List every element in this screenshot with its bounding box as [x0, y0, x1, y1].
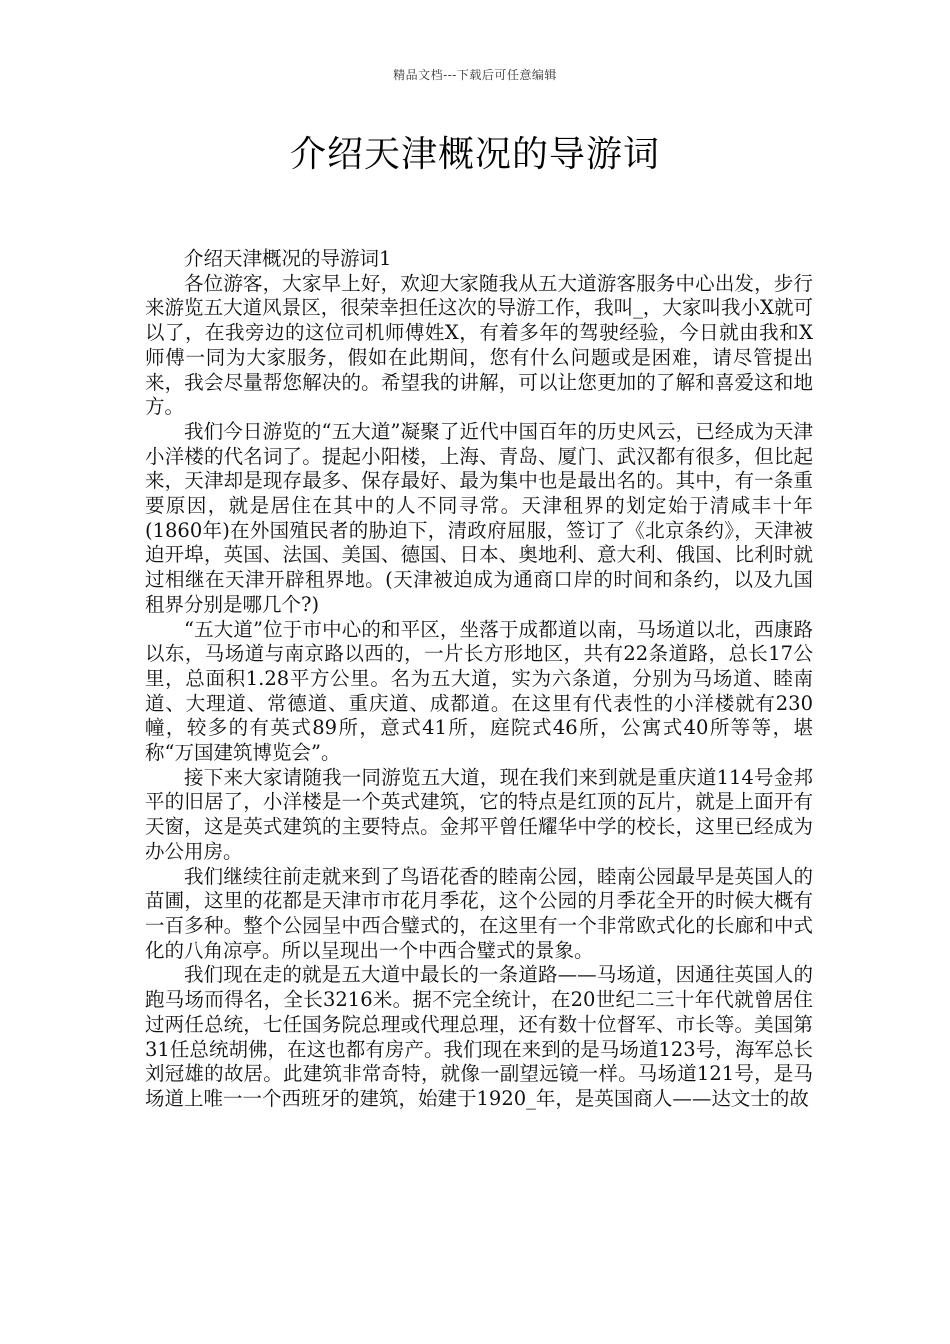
paragraph-history: 我们今日游览的“五大道”凝聚了近代中国百年的历史风云，已经成为天津小洋楼的代名词了。提起小阳楼，上海、青岛、厦门、武汉都有很多，但比起来，天津却是现存最多、保存最好、最为集中也是最出名的。其中，有一条重要原因，就是居住在其中的人不同寻常。天津租界的划定始于清咸丰十年(1860年)在外国殖民者的胁迫下，清政府屈服，签订了《北京条约》，天津被迫开埠，英国、法国、美国、德国、日本、奥地利、意大利、俄国、比利时就过相继在天津开辟租界地。(天津被迫成为通商口岸的时间和条约，以及九国租界分别是哪几个?)	[145, 419, 813, 616]
paragraph-machang-road: 我们现在走的就是五大道中最长的一条道路——马场道，因通往英国人的跑马场而得名，全长3216米。据不完全统计，在20世纪二三十年代就曾居住过两任总统，七任国务院总理或代理总理，还有数十位督军、市长等。美国第31任总统胡佛，在这也都有房产。我们现在来到的是马场道123号，海军总长刘冠雄的故居。此建筑非常奇特，就像一副望远镜一样。马场道121号，是马场道上唯一一个西班牙的建筑，始建于1920_年，是英国商人——达文士的故	[145, 963, 813, 1110]
document-title: 介绍天津概况的导游词	[289, 134, 660, 175]
header-note: 精品文档---下载后可任意编辑	[393, 68, 557, 82]
section-heading: 介绍天津概况的导游词1	[184, 247, 392, 270]
paragraph-munan-park: 我们继续往前走就来到了鸟语花香的睦南公园，睦南公园最早是英国人的苗圃，这里的花都是天津市市花月季花，这个公园的月季花全开的时候大概有一百多种。整个公园呈中西合璧式的，在这里有一个非常欧式化的长廊和中式化的八角凉亭。所以呈现出一个中西合璧式的景象。	[145, 864, 813, 962]
document-body	[145, 247, 813, 1112]
paragraph-chongqing-road: 接下来大家请随我一同游览五大道，现在我们来到就是重庆道114号金邦平的旧居了，小洋楼是一个英式建筑，它的特点是红顶的瓦片，就是上面开有天窗，这是英式建筑的主要特点。金邦平曾任耀华中学的校长，这里已经成为办公用房。	[145, 765, 813, 863]
paragraph-location: “五大道”位于市中心的和平区，坐落于成都道以南，马场道以北，西康路以东，马场道与南京路以西的，一片长方形地区，共有22条道路，总长17公里，总面积1.28平方公里。名为五大道，实为六条道，分别为马场道、睦南道、大理道、常德道、重庆道、成都道。在这里有代表性的小洋楼就有230幢，较多的有英式89所，意式41所，庭院式46所，公寓式40所等等，堪称“万国建筑博览会”。	[145, 617, 813, 765]
paragraph-greeting: 各位游客，大家早上好，欢迎大家随我从五大道游客服务中心出发，步行来游览五大道风景区，很荣幸担任这次的导游工作，我叫_，大家叫我小X就可以了，在我旁边的这位司机师傅姓X，有着多年的驾驶经验，今日就由我和X师傅一同为大家服务，假如在此期间，您有什么问题或是困难，请尽管提出来，我会尽量帮您解决的。希望我的讲解，可以让您更加的了解和喜爱这和地方。	[145, 271, 813, 419]
